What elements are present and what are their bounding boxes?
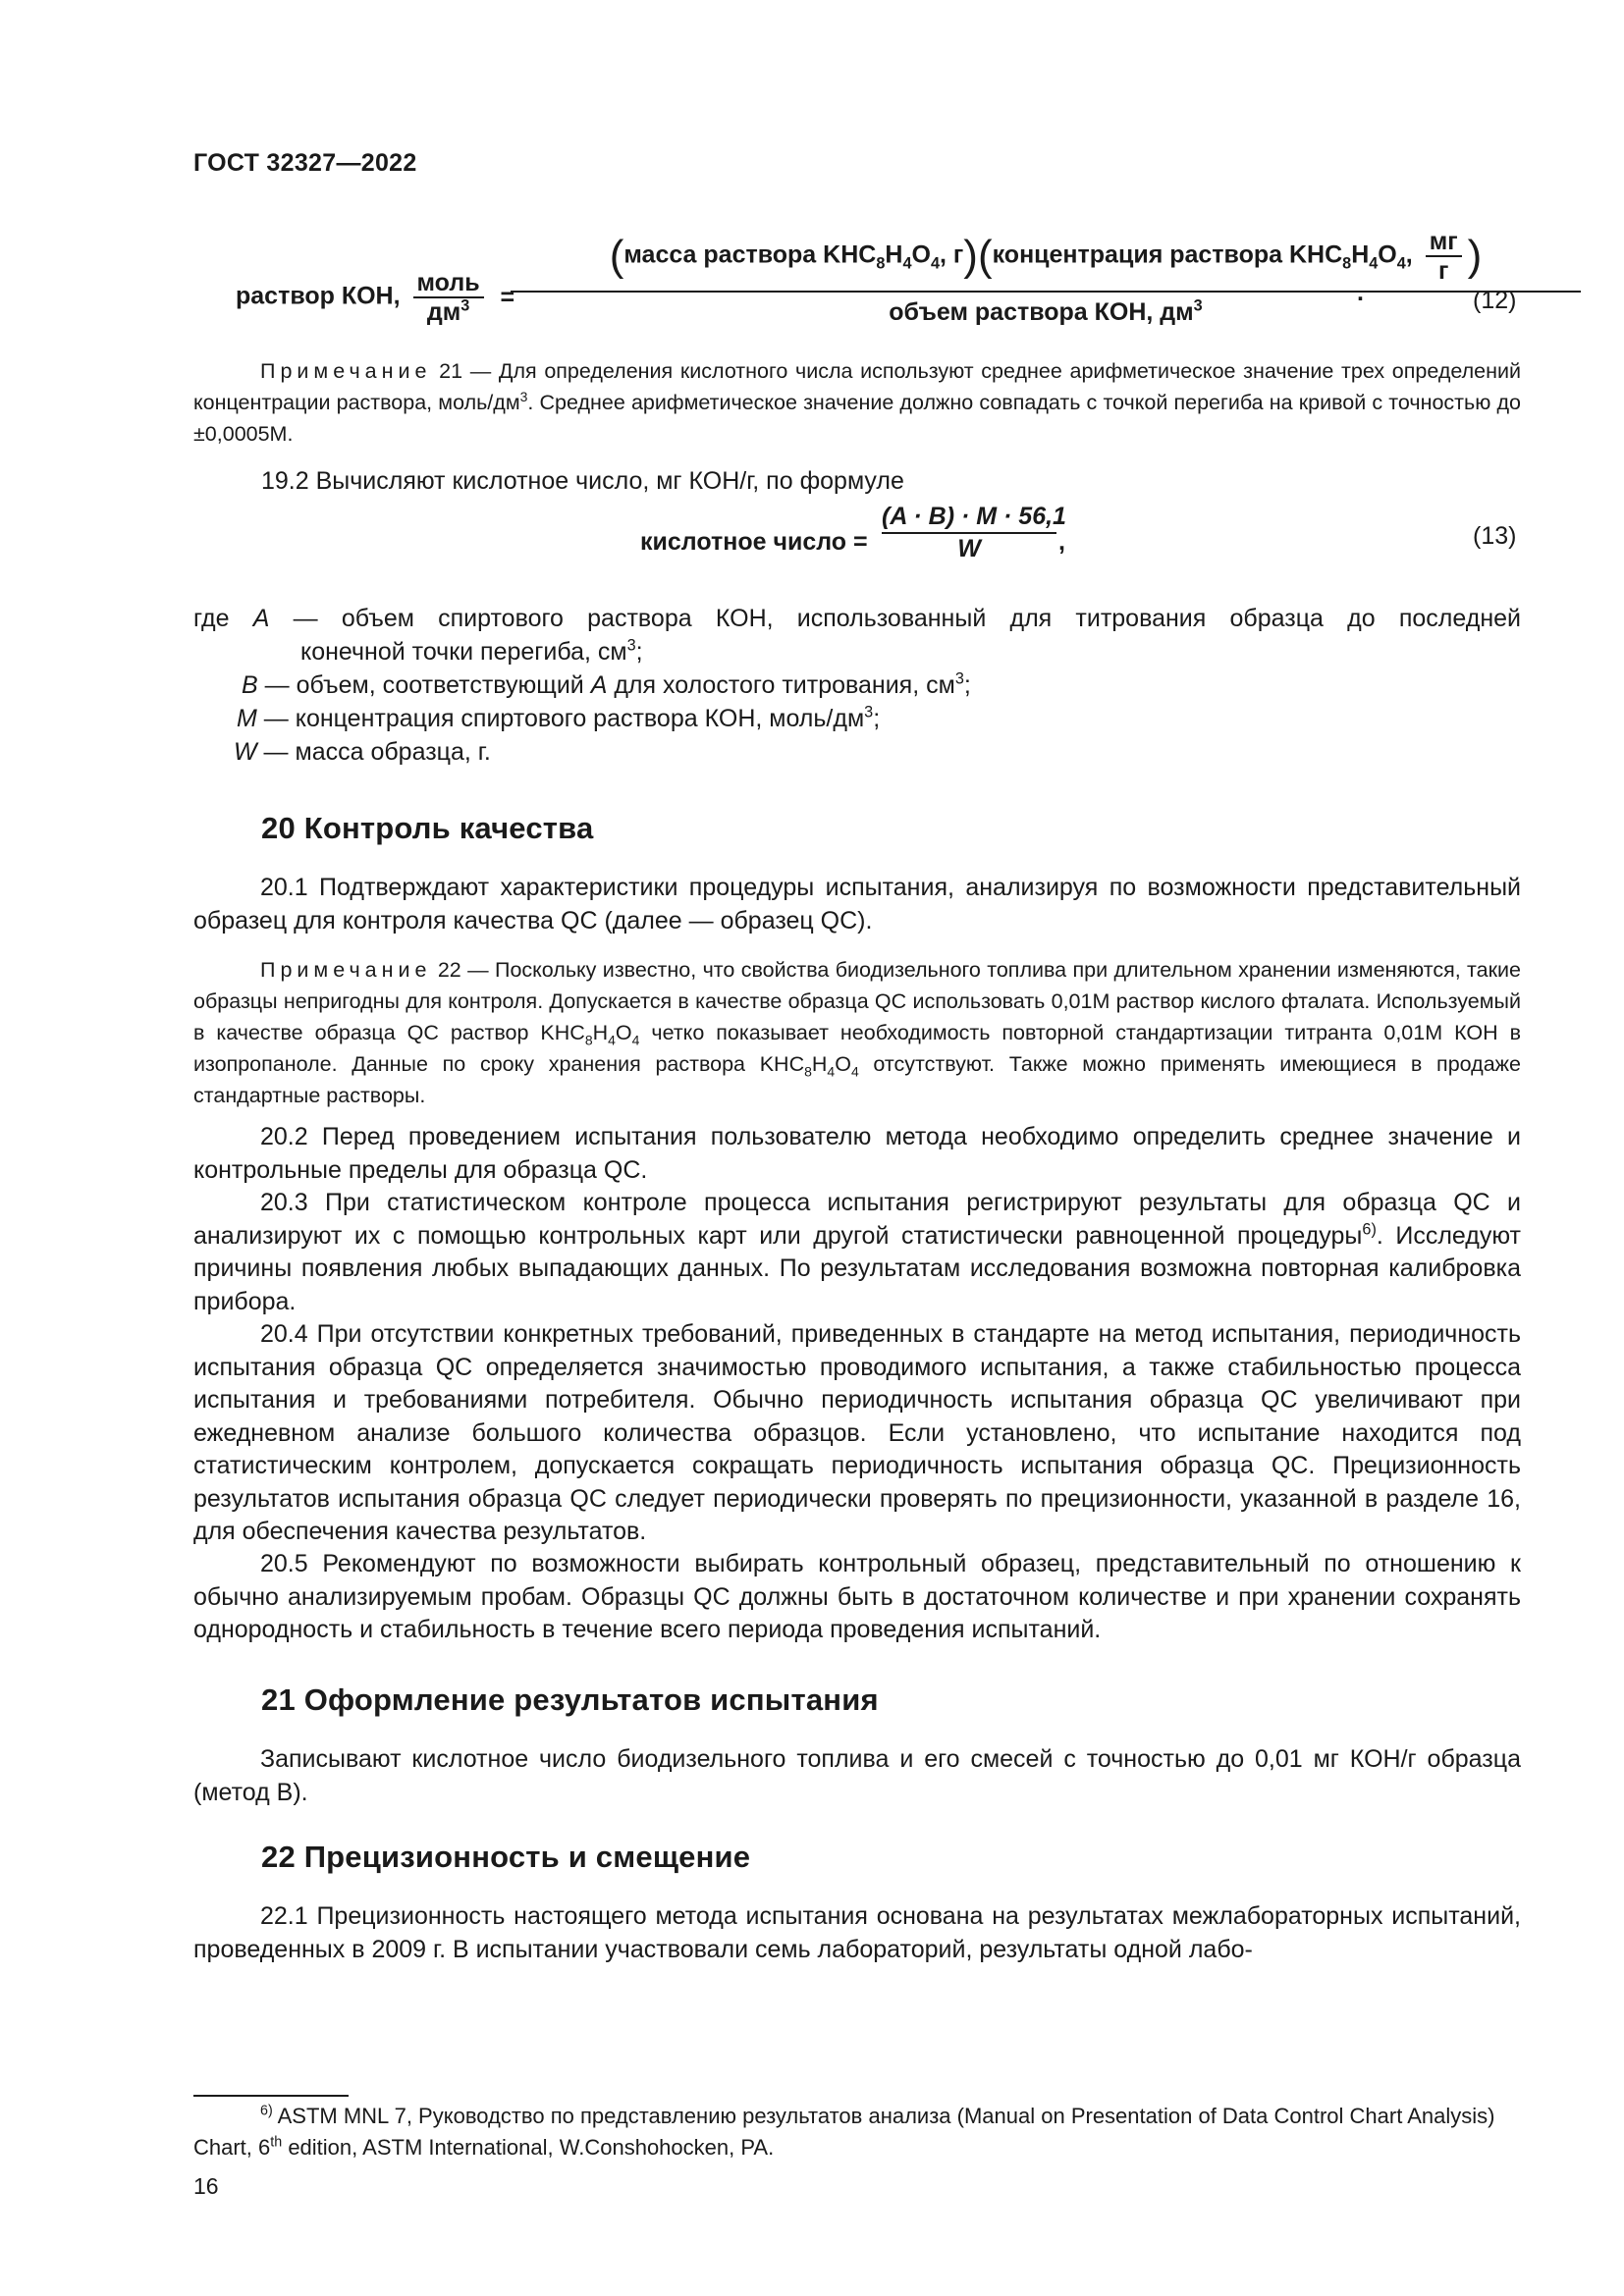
formula-12-num-part6: , (1405, 240, 1413, 269)
note-22-text1: 22 — Поскольку известно, что свойства биодизельного топлива при длительном хранении изменяются, такие образцы непригодны для контроля. Допускается в качестве образца QC использовать 0,01М раствор кислого фталата. Используемый в качестве образца QC раствор KHC (193, 958, 1521, 1044)
formula-12-lhs-unit-den-sup: 3 (460, 296, 470, 315)
note-22-sub-b1: 8 (804, 1063, 812, 1080)
def-m-sup: 3 (864, 703, 874, 721)
note-22-sub-b3: 4 (850, 1063, 859, 1080)
paragraph-22-1: 22.1 Прецизионность настоящего метода испытания основана на результатах межлабораторных испытаний, проведенных в 2009 г. В испытании участвовали семь лабораторий, результаты одной лабо- (193, 1902, 1521, 1963)
def-w (234, 736, 491, 770)
formula-12-num-part2: H (885, 240, 903, 269)
formula-12-den-text: объем раствора КОН, дм (889, 298, 1194, 326)
formula-12-fraction (511, 228, 1581, 330)
formula-12-eq: = (500, 283, 515, 311)
formula-13-numerator: (A · B) · M · 56,1 (882, 501, 1056, 534)
formula-12-num-unit-num: мг (1426, 228, 1462, 257)
footnote-6 (193, 2101, 1521, 2163)
paragraph-19-2: 19.2 Вычисляют кислотное число, мг КОН/г, по формуле (261, 467, 904, 495)
paragraph-20-1: 20.1 Подтверждают характеристики процедуры испытания, анализируя по возможности представительный образец для контроля качества QC (далее — образец QC). (193, 874, 1521, 934)
paren-open-2: ( (977, 232, 993, 280)
def-a-text1: — объем спиртового раствора КОН, использованный для титрования образца до последней (269, 605, 1521, 632)
paren-close-2: ) (1467, 232, 1483, 280)
formula-12-lhs-unit (413, 269, 484, 326)
def-a-line1 (193, 603, 1521, 636)
formula-12-lhs-unit-num: моль (413, 269, 484, 298)
footnote-text2: edition, ASTM International, W.Conshohocken, PA. (282, 2135, 775, 2160)
def-b-end: ; (963, 671, 971, 699)
def-w-text: — масса образца, г. (256, 738, 491, 766)
formula-13-fraction (882, 501, 1066, 563)
section-22-heading: 22 Прецизионность и смещение (261, 1840, 751, 1874)
paren-open: ( (609, 232, 624, 280)
formula-13-number: (13) (1473, 522, 1517, 550)
def-m-text: — концентрация спиртового раствора КОН, моль/дм (256, 705, 865, 732)
formula-12-num-part3: O (911, 240, 931, 269)
def-where: где (193, 605, 230, 632)
formula-12-num-sub1b: 8 (1342, 254, 1352, 273)
formula-13-denominator: W (957, 535, 981, 562)
formula-12-num-part2b: H (1351, 240, 1370, 269)
formula-12-num-unit-den: г (1437, 257, 1449, 285)
paragraph-20-5: 20.5 Рекомендуют по возможности выбирать контрольный образец, представительный по отношению к обычно анализируемым пробам. Образцы QC должны быть в достаточном количестве и при хранении сохранять однородность и стабильность в течение всего периода проведения испытаний. (193, 1550, 1521, 1643)
formula-12-num-sub1: 8 (876, 254, 886, 273)
def-a-symbol: A (252, 605, 270, 632)
formula-12-num-part4: , г (939, 240, 964, 269)
def-b-symbol2: A (590, 671, 608, 699)
formula-12-num-sub2b: 4 (1369, 254, 1379, 273)
note-22-sub-a3: 4 (631, 1032, 640, 1048)
note-22-label: Примечание (260, 958, 432, 982)
paragraph-20-3-a: 20.3 При статистическом контроле процесса испытания регистрируют результаты для образца QC и анализируют их с помощью контрольных карт или другой статистически равноценной процедуры (193, 1189, 1521, 1250)
note-22-sub-a2: 4 (608, 1032, 616, 1048)
def-a-end: ; (635, 638, 643, 666)
section-21-heading: 21 Оформление результатов испытания (261, 1682, 879, 1717)
note-22-h-b: H (811, 1052, 828, 1076)
def-m-end: ; (873, 705, 881, 732)
def-m-symbol: M (237, 705, 257, 732)
footnote-sup: th (270, 2134, 283, 2151)
note-21-sup: 3 (519, 388, 528, 404)
section-20-heading: 20 Контроль качества (261, 811, 594, 845)
def-b-sup: 3 (954, 669, 964, 688)
def-b-text1: — объем, соответствующий (257, 671, 591, 699)
note-21-label: Примечание (260, 359, 432, 383)
formula-12-den-sup: 3 (1193, 296, 1203, 315)
footnote-mark: 6) (260, 2103, 273, 2119)
formula-12-num-sub3b: 4 (1396, 254, 1406, 273)
page-number: 16 (193, 2173, 219, 2199)
note-21-text1: 21 — Для определения кислотного числа используют среднее арифметическое значение трех определений концентрации раствора, моль/дм (193, 359, 1521, 414)
formula-12-num-sub2: 4 (902, 254, 912, 273)
formula-12-lhs (236, 269, 518, 326)
footnote-text1: ASTM MNL 7, Руководство по представлению результатов анализа (Manual on Presentation of Data Control Chart Analysis) Chart, 6 (193, 2104, 1495, 2160)
note-22-sub-b2: 4 (827, 1063, 836, 1080)
formula-12 (236, 228, 1522, 336)
formula-13-comma: , (1058, 528, 1065, 556)
footnote-separator (193, 2095, 349, 2097)
note-22-sub-a1: 8 (584, 1032, 593, 1048)
note-21-text2: . Среднее арифметическое значение должно совпадать с точкой перегиба на кривой с точностью до ±0,0005М. (193, 391, 1521, 446)
formula-12-num-unit (1426, 228, 1462, 285)
formula-12-numerator (511, 228, 1581, 293)
formula-12-dot: . (1357, 279, 1364, 306)
note-22-o-a: O (615, 1021, 632, 1044)
def-m (237, 703, 880, 736)
note-21 (193, 355, 1521, 450)
note-22 (193, 954, 1521, 1111)
standard-code: ГОСТ 32327—2022 (193, 149, 417, 177)
formula-12-num-part1: масса раствора KHC (623, 240, 877, 269)
formula-12-lhs-unit-den (413, 298, 484, 326)
def-a-text2: конечной точки перегиба, см (300, 638, 627, 666)
def-b (242, 669, 971, 703)
formula-13-label: кислотное число = (640, 528, 868, 556)
note-22-text3: отсутствуют. Также можно применять имеющиеся в продаже стандартные растворы. (193, 1052, 1521, 1107)
paragraph-20-3-sup: 6) (1362, 1220, 1377, 1239)
formula-12-lhs-label: раствор КОН, (236, 282, 401, 310)
def-b-symbol: B (242, 671, 258, 699)
note-22-text2: четко показывает необходимость повторной стандартизации титранта 0,01М КОН в изопропаноле. Данные по сроку хранения раствора KHC (193, 1021, 1522, 1076)
formula-12-num-sub3: 4 (930, 254, 940, 273)
def-a-sup: 3 (626, 636, 636, 655)
formula-12-num-part3b: O (1378, 240, 1397, 269)
formula-12-denominator (511, 293, 1581, 330)
paragraph-20-4: 20.4 При отсутствии конкретных требований, приведенных в стандарте на метод испытания, периодичность испытания образца QC определяется значимостью проводимого испытания, а также стабильностью процесса испытания и требованиями потребителя. Обычно периодичность испытания образца QC увеличивают при ежедневном анализе большого количества образцов. Если установлено, что испытание находится под статистическим контролем, допускается сокращать периодичность испытания образца QC. Прецизионность результатов испытания образца QC следует периодически проверять по прецизионности, указанной в разделе 16, для обеспечения качества результатов. (193, 1320, 1521, 1545)
formula-12-lhs-unit-den-text: дм (426, 298, 461, 326)
formula-12-number: (12) (1473, 287, 1517, 314)
paragraph-21: Записывают кислотное число биодизельного топлива и его смесей с точностью до 0,01 мг КОН/г образца (метод В). (193, 1745, 1521, 1806)
def-w-symbol: W (234, 738, 257, 766)
paragraph-20-3-b: . Исследуют причины появления любых выпадающих данных. По результатам исследования возможна повторная калибровка прибора. (193, 1221, 1522, 1315)
paren-close: ) (963, 232, 978, 280)
def-a-line2 (300, 636, 643, 669)
formula-12-num-part5: концентрация раствора KHC (992, 240, 1343, 269)
note-22-o-b: O (835, 1052, 851, 1076)
def-b-text2: для холостого титрования, см (607, 671, 955, 699)
paragraph-20-3 (193, 1187, 1521, 1318)
paragraph-20-2: 20.2 Перед проведением испытания пользователю метода необходимо определить среднее значение и контрольные пределы для образца QC. (193, 1123, 1521, 1184)
note-22-h-a: H (592, 1021, 609, 1044)
